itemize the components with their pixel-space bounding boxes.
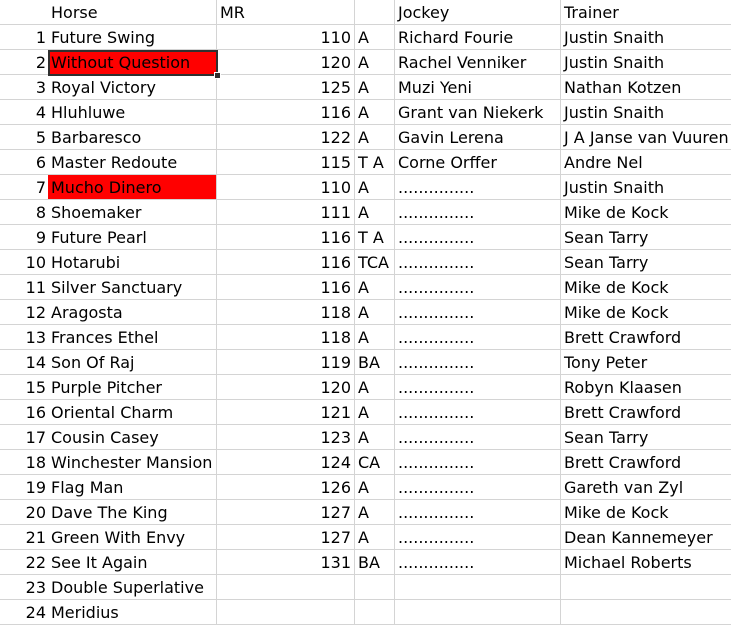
code-cell[interactable]: A	[355, 125, 395, 149]
horse-cell[interactable]: Winchester Mansion	[48, 450, 217, 474]
horse-cell[interactable]: Double Superlative	[48, 575, 217, 599]
table-row	[0, 425, 731, 450]
horse-cell[interactable]: Barbaresco	[48, 125, 217, 149]
table-row	[0, 475, 731, 500]
trainer-cell[interactable]: Mike de Kock	[564, 203, 669, 222]
horse-cell[interactable]: Frances Ethel	[48, 325, 217, 349]
trainer-cell[interactable]	[561, 575, 731, 599]
mr-cell[interactable]: 110	[217, 175, 355, 199]
trainer-cell[interactable]	[561, 600, 731, 624]
jockey-cell[interactable]: ...............	[395, 450, 561, 474]
table-row	[0, 75, 731, 100]
mr-cell[interactable]	[217, 600, 355, 624]
code-cell[interactable]: A	[355, 300, 395, 324]
trainer-cell[interactable]: Justin Snaith	[564, 178, 665, 197]
table-row	[0, 250, 731, 275]
mr-cell[interactable]: 120	[217, 375, 355, 399]
table-row	[0, 300, 731, 325]
jockey-cell[interactable]: ...............	[395, 175, 561, 199]
trainer-cell[interactable]: Gareth van Zyl	[564, 478, 684, 497]
horse-cell[interactable]: Without Question	[48, 50, 217, 74]
table-row	[0, 175, 731, 200]
table-row	[0, 500, 731, 525]
code-cell[interactable]: A	[355, 475, 395, 499]
code-cell[interactable]: A	[355, 425, 395, 449]
horse-cell[interactable]: Royal Victory	[48, 75, 217, 99]
trainer-cell[interactable]: Justin Snaith	[564, 53, 665, 72]
trainer-cell[interactable]: Tony Peter	[564, 353, 648, 372]
code-cell[interactable]: A	[355, 100, 395, 124]
row-number-cell[interactable]: 3	[35, 78, 46, 97]
code-cell[interactable]: A	[355, 200, 395, 224]
code-cell[interactable]: BA	[355, 350, 395, 374]
row-number-cell[interactable]: 13	[25, 328, 46, 347]
horse-cell[interactable]: Oriental Charm	[48, 400, 217, 424]
jockey-cell[interactable]: ...............	[395, 250, 561, 274]
code-cell[interactable]	[355, 600, 395, 624]
horse-cell[interactable]: Flag Man	[48, 475, 217, 499]
mr-cell[interactable]: 121	[217, 400, 355, 424]
table-row	[0, 550, 731, 575]
mr-cell[interactable]	[217, 575, 355, 599]
header-row	[0, 0, 731, 25]
row-number-cell[interactable]: 11	[25, 278, 46, 297]
trainer-cell[interactable]: Mike de Kock	[564, 278, 669, 297]
header-num-cell[interactable]	[0, 0, 48, 24]
table-row	[0, 350, 731, 375]
header-trainer-cell[interactable]: Trainer	[564, 3, 619, 22]
mr-cell[interactable]: 122	[217, 125, 355, 149]
horse-cell[interactable]: Future Swing	[48, 25, 217, 49]
row-number-cell[interactable]: 24	[25, 603, 46, 622]
trainer-cell[interactable]: Robyn Klaasen	[564, 378, 682, 397]
mr-cell[interactable]: 116	[217, 250, 355, 274]
row-number-cell[interactable]: 2	[35, 53, 46, 72]
mr-cell[interactable]: 124	[217, 450, 355, 474]
row-number-cell[interactable]: 17	[25, 428, 46, 447]
jockey-cell[interactable]: Richard Fourie	[395, 25, 561, 49]
code-cell[interactable]: A	[355, 325, 395, 349]
trainer-cell[interactable]: Justin Snaith	[564, 28, 665, 47]
row-number-cell[interactable]: 14	[25, 353, 46, 372]
horse-cell[interactable]: Aragosta	[48, 300, 217, 324]
table-row	[0, 275, 731, 300]
row-number-cell[interactable]: 18	[25, 453, 46, 472]
trainer-cell[interactable]: Sean Tarry	[564, 253, 649, 272]
code-cell[interactable]: A	[355, 50, 395, 74]
horse-cell[interactable]: Hotarubi	[48, 250, 217, 274]
mr-cell[interactable]: 123	[217, 425, 355, 449]
code-cell[interactable]: A	[355, 375, 395, 399]
code-cell[interactable]: TCA	[355, 250, 395, 274]
horse-cell[interactable]: Meridius	[48, 600, 217, 624]
code-cell[interactable]: A	[355, 75, 395, 99]
jockey-cell[interactable]: ...............	[395, 350, 561, 374]
table-row	[0, 450, 731, 475]
trainer-cell[interactable]: J A Janse van Vuuren	[564, 128, 729, 147]
code-cell[interactable]: CA	[355, 450, 395, 474]
jockey-cell[interactable]: Rachel Venniker	[395, 50, 561, 74]
trainer-cell[interactable]: Mike de Kock	[564, 303, 669, 322]
jockey-cell[interactable]	[395, 575, 561, 599]
table-row	[0, 325, 731, 350]
table-row	[0, 50, 731, 75]
table-row	[0, 225, 731, 250]
mr-cell[interactable]: 115	[217, 150, 355, 174]
trainer-cell[interactable]: Sean Tarry	[564, 228, 649, 247]
row-number-cell[interactable]: 10	[25, 253, 46, 272]
horse-cell[interactable]: Master Redoute	[48, 150, 217, 174]
mr-cell[interactable]: 127	[217, 525, 355, 549]
row-number-cell[interactable]: 5	[35, 128, 46, 147]
jockey-cell[interactable]: Grant van Niekerk	[395, 100, 561, 124]
horse-cell[interactable]: See It Again	[48, 550, 217, 574]
row-number-cell[interactable]: 7	[35, 178, 46, 197]
horse-cell[interactable]: Mucho Dinero	[48, 175, 217, 199]
table-row	[0, 150, 731, 175]
code-cell[interactable]: A	[355, 500, 395, 524]
jockey-cell[interactable]: ...............	[395, 375, 561, 399]
horse-cell[interactable]: Silver Sanctuary	[48, 275, 217, 299]
header-code-cell[interactable]	[355, 0, 395, 24]
table-row	[0, 575, 731, 600]
mr-cell[interactable]: 126	[217, 475, 355, 499]
mr-cell[interactable]: 131	[217, 550, 355, 574]
jockey-cell[interactable]: ...............	[395, 275, 561, 299]
table-row	[0, 600, 731, 625]
mr-cell[interactable]: 116	[217, 100, 355, 124]
row-number-cell[interactable]: 19	[25, 478, 46, 497]
row-number-cell[interactable]: 1	[35, 28, 46, 47]
trainer-cell[interactable]: Nathan Kotzen	[564, 78, 682, 97]
trainer-cell[interactable]: Dean Kannemeyer	[564, 528, 713, 547]
jockey-cell[interactable]: ...............	[395, 400, 561, 424]
table-row	[0, 100, 731, 125]
row-number-cell[interactable]: 21	[25, 528, 46, 547]
jockey-cell[interactable]: ...............	[395, 525, 561, 549]
code-cell[interactable]: T A	[355, 225, 395, 249]
row-number-cell[interactable]: 4	[35, 103, 46, 122]
table-row	[0, 200, 731, 225]
code-cell[interactable]: A	[355, 525, 395, 549]
trainer-cell[interactable]: Andre Nel	[564, 153, 643, 172]
mr-cell[interactable]: 118	[217, 300, 355, 324]
mr-cell[interactable]: 110	[217, 25, 355, 49]
jockey-cell[interactable]: ...............	[395, 550, 561, 574]
horse-cell[interactable]: Hluhluwe	[48, 100, 217, 124]
table-row	[0, 125, 731, 150]
trainer-cell[interactable]: Sean Tarry	[564, 428, 649, 447]
jockey-cell[interactable]: ...............	[395, 200, 561, 224]
row-number-cell[interactable]: 12	[25, 303, 46, 322]
row-number-cell[interactable]: 22	[25, 553, 46, 572]
table-row	[0, 400, 731, 425]
trainer-cell[interactable]: Brett Crawford	[564, 453, 682, 472]
code-cell[interactable]: A	[355, 275, 395, 299]
mr-cell[interactable]: 116	[217, 225, 355, 249]
row-number-cell[interactable]: 6	[35, 153, 46, 172]
jockey-cell[interactable]: ...............	[395, 500, 561, 524]
horse-cell[interactable]: Green With Envy	[48, 525, 217, 549]
trainer-cell[interactable]: Brett Crawford	[564, 328, 682, 347]
horse-cell[interactable]: Cousin Casey	[48, 425, 217, 449]
mr-cell[interactable]: 116	[217, 275, 355, 299]
row-number-cell[interactable]: 9	[35, 228, 46, 247]
code-cell[interactable]: A	[355, 400, 395, 424]
row-number-cell[interactable]: 16	[25, 403, 46, 422]
horse-cell[interactable]: Dave The King	[48, 500, 217, 524]
mr-cell[interactable]: 120	[217, 50, 355, 74]
table-row	[0, 375, 731, 400]
trainer-cell[interactable]: Michael Roberts	[564, 553, 692, 572]
jockey-cell[interactable]: Gavin Lerena	[395, 125, 561, 149]
mr-cell[interactable]: 127	[217, 500, 355, 524]
code-cell[interactable]: T A	[355, 150, 395, 174]
table-row	[0, 525, 731, 550]
jockey-cell[interactable]: ...............	[395, 225, 561, 249]
trainer-cell[interactable]: Justin Snaith	[564, 103, 665, 122]
jockey-cell[interactable]	[395, 600, 561, 624]
jockey-cell[interactable]: Corne Orffer	[395, 150, 561, 174]
row-number-cell[interactable]: 8	[35, 203, 46, 222]
horse-cell[interactable]: Purple Pitcher	[48, 375, 217, 399]
jockey-cell[interactable]: ...............	[395, 300, 561, 324]
mr-cell[interactable]: 118	[217, 325, 355, 349]
code-cell[interactable]	[355, 575, 395, 599]
mr-cell[interactable]: 125	[217, 75, 355, 99]
jockey-cell[interactable]: ...............	[395, 475, 561, 499]
code-cell[interactable]: BA	[355, 550, 395, 574]
jockey-cell[interactable]: ...............	[395, 325, 561, 349]
horse-cell[interactable]: Son Of Raj	[48, 350, 217, 374]
horse-cell[interactable]: Future Pearl	[48, 225, 217, 249]
row-number-cell[interactable]: 23	[25, 578, 46, 597]
header-jockey-cell[interactable]: Jockey	[395, 0, 561, 24]
code-cell[interactable]: A	[355, 175, 395, 199]
jockey-cell[interactable]: ...............	[395, 425, 561, 449]
mr-cell[interactable]: 119	[217, 350, 355, 374]
jockey-cell[interactable]: Muzi Yeni	[395, 75, 561, 99]
code-cell[interactable]: A	[355, 25, 395, 49]
trainer-cell[interactable]: Brett Crawford	[564, 403, 682, 422]
trainer-cell[interactable]: Mike de Kock	[564, 503, 669, 522]
header-mr-cell[interactable]: MR	[217, 0, 355, 24]
row-number-cell[interactable]: 20	[25, 503, 46, 522]
horse-cell[interactable]: Shoemaker	[48, 200, 217, 224]
mr-cell[interactable]: 111	[217, 200, 355, 224]
row-number-cell[interactable]: 15	[25, 378, 46, 397]
table-row	[0, 25, 731, 50]
header-horse-cell[interactable]: Horse	[48, 0, 217, 24]
